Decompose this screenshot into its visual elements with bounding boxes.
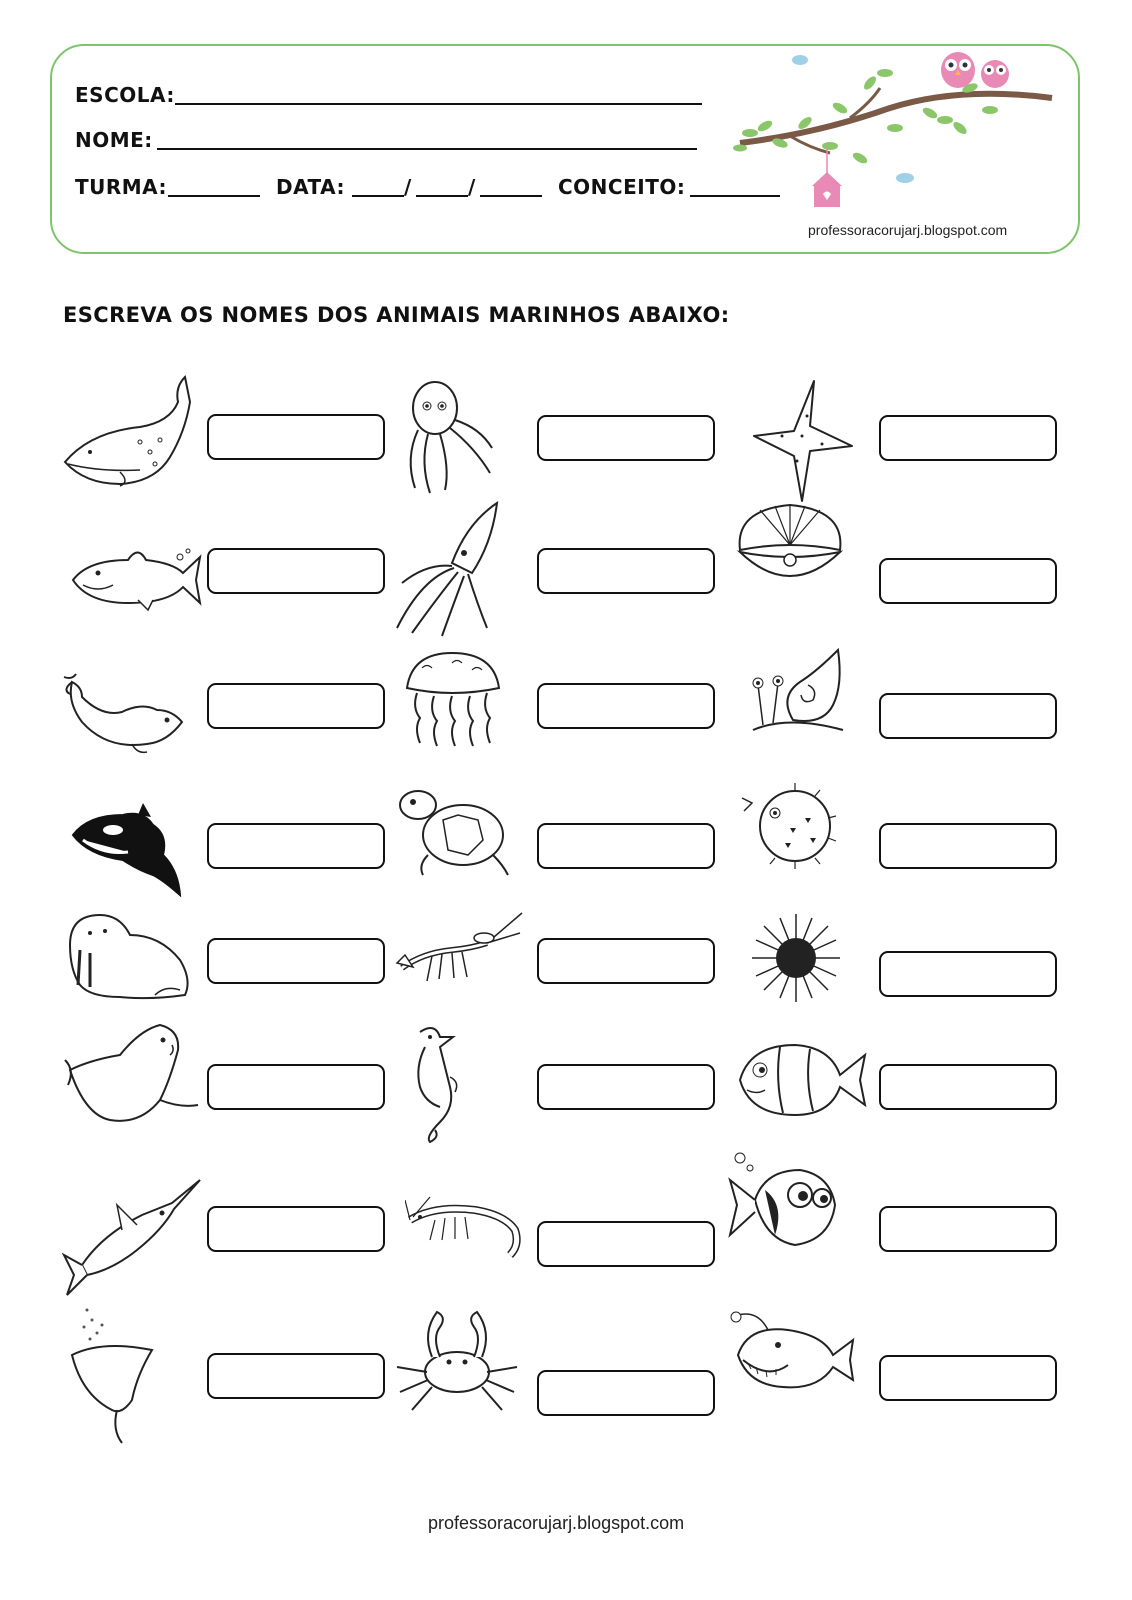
answer-box-clam[interactable] <box>879 558 1057 604</box>
escola-label: ESCOLA: <box>75 83 175 107</box>
data-separator: / <box>468 175 476 199</box>
answer-box-octopus[interactable] <box>537 415 715 461</box>
pufferfish-icon <box>740 778 840 870</box>
answer-box-lobster[interactable] <box>537 938 715 984</box>
data-label: DATA: <box>276 175 345 199</box>
owl-branch-icon <box>730 48 1060 213</box>
answer-box-turtle[interactable] <box>537 823 715 869</box>
clownfish-icon <box>735 1035 867 1125</box>
octopus-icon <box>400 378 495 498</box>
nome-label: NOME: <box>75 128 153 152</box>
swordfish-icon <box>62 1175 202 1300</box>
answer-box-shark[interactable] <box>207 548 385 594</box>
stingray-icon <box>62 1305 172 1445</box>
answer-box-seal[interactable] <box>207 1064 385 1110</box>
answer-box-sea-snail[interactable] <box>879 693 1057 739</box>
turtle-icon <box>398 780 510 880</box>
answer-box-stingray[interactable] <box>207 1353 385 1399</box>
lobster-icon <box>392 908 524 993</box>
answer-box-whale[interactable] <box>207 414 385 460</box>
walrus-icon <box>60 905 195 1005</box>
escola-field[interactable] <box>175 103 702 105</box>
answer-box-crab[interactable] <box>537 1370 715 1416</box>
dolphin-icon <box>62 672 190 757</box>
seal-icon <box>60 1020 200 1130</box>
answer-box-dolphin[interactable] <box>207 683 385 729</box>
instruction-title: ESCREVA OS NOMES DOS ANIMAIS MARINHOS ABAIXO: <box>63 303 730 327</box>
whale-icon <box>60 372 195 492</box>
blue-tang-icon <box>725 1150 845 1265</box>
squid-icon <box>392 498 502 638</box>
jellyfish-icon <box>402 648 504 748</box>
turma-label: TURMA: <box>75 175 168 199</box>
data-separator: / <box>404 175 412 199</box>
answer-box-jellyfish[interactable] <box>537 683 715 729</box>
answer-box-blue-tang[interactable] <box>879 1206 1057 1252</box>
crab-icon <box>392 1302 522 1414</box>
conceito-label: CONCEITO: <box>558 175 686 199</box>
orca-icon <box>68 800 188 900</box>
answer-box-walrus[interactable] <box>207 938 385 984</box>
sea-urchin-icon <box>750 912 842 1004</box>
answer-box-anglerfish[interactable] <box>879 1355 1057 1401</box>
answer-box-clownfish[interactable] <box>879 1064 1057 1110</box>
data-day-field[interactable] <box>352 195 404 197</box>
answer-box-shrimp[interactable] <box>537 1221 715 1267</box>
sea-snail-icon <box>748 645 848 745</box>
answer-box-squid[interactable] <box>537 548 715 594</box>
data-month-field[interactable] <box>416 195 468 197</box>
answer-box-seahorse[interactable] <box>537 1064 715 1110</box>
shark-icon <box>68 545 203 615</box>
answer-box-swordfish[interactable] <box>207 1206 385 1252</box>
answer-box-starfish[interactable] <box>879 415 1057 461</box>
data-year-field[interactable] <box>480 195 542 197</box>
header-site-url: professoracorujarj.blogspot.com <box>808 222 1008 238</box>
clam-icon <box>730 500 850 598</box>
nome-field[interactable] <box>157 148 697 150</box>
answer-box-sea-urchin[interactable] <box>879 951 1057 997</box>
turma-field[interactable] <box>168 195 260 197</box>
anglerfish-icon <box>728 1305 856 1397</box>
answer-box-pufferfish[interactable] <box>879 823 1057 869</box>
starfish-icon <box>752 376 854 506</box>
seahorse-icon <box>405 1022 467 1147</box>
answer-box-orca[interactable] <box>207 823 385 869</box>
shrimp-icon <box>405 1195 527 1265</box>
footer-site-url: professoracorujarj.blogspot.com <box>428 1513 685 1533</box>
